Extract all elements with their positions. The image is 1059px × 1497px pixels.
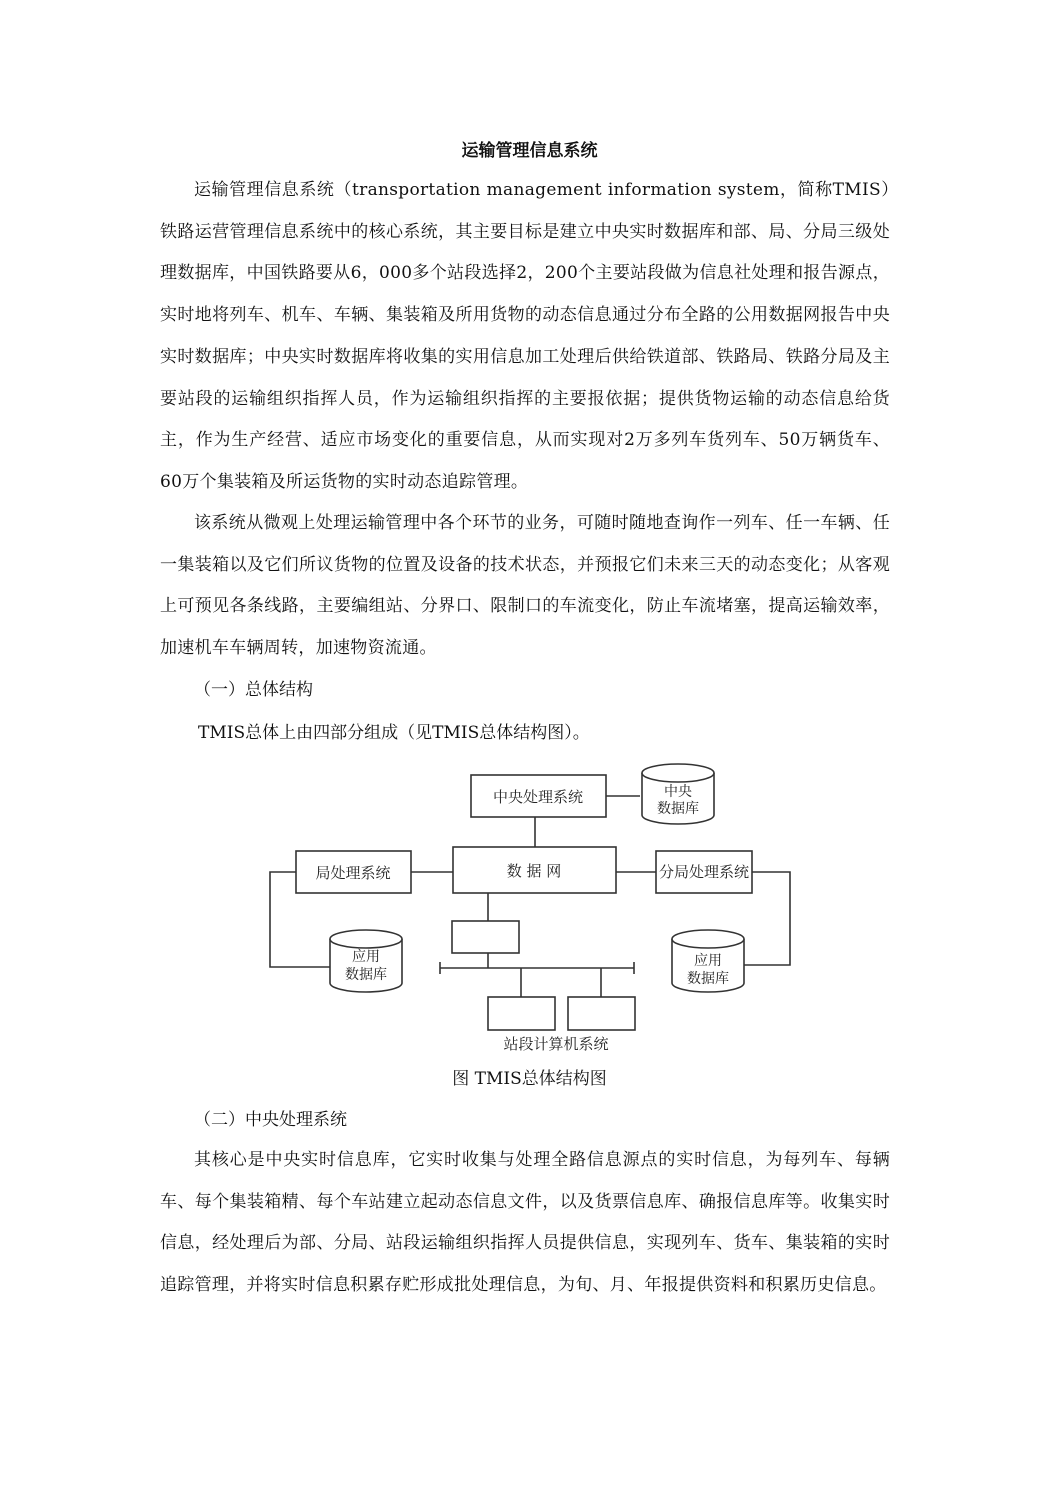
page-title: 运输管理信息系统	[461, 141, 598, 161]
section-heading-central-system: （二）中央处理系统	[194, 1110, 347, 1130]
paragraph-intro: 运输管理信息系统（transportation management information system，简称TMIS）铁路运营管理信息系统中的核心系统，其主要目标是建立中央实时数据库和部、局、分局三级处理数据库，中国铁路要从6，000多个站段选择2，200个主要站段做为信息社处理和报告源点，实时地将列车、机车、车辆、集装箱及所用货物的动态信息通过分布全路的公用数据网报告中央实时数据库；中央实时数据库将收集的实用信息加工处理后供给铁道部、铁路局、铁路分局及主要站段的运输组织指挥人员，作为运输组织指挥的主要报依据；提供货物运输的动态信息给货主，作为生产经营、适应市场变化的重要信息，从而实现对2万多列车货列车、50万辆货车、60万个集装箱及所运货物的实时动态追踪管理。	[160, 180, 890, 492]
bureau-system-label: 局处理系统	[315, 864, 391, 882]
app-db-left-label-2: 数据库	[345, 967, 387, 983]
app-db-left-label-1: 应用	[352, 949, 380, 965]
section-heading-overall-structure: （一）总体结构	[194, 680, 313, 700]
paragraph-features: 该系统从微观上处理运输管理中各个环节的业务，可随时随地查询作一列车、任一车辆、任一集装箱以及它们所议货物的位置及设备的技术状态，并预报它们未来三天的动态变化；从客观上可预见各条线路，主要编组站、分界口、限制口的车流变化，防止车流堵塞，提高运输效率，加速机车车辆周转，加速物资流通。	[160, 513, 890, 659]
central-system-label: 中央处理系统	[492, 788, 584, 806]
tmis-structure-diagram	[262, 755, 802, 1060]
section-text-overall-structure: TMIS总体上由四部分组成（见TMIS总体结构图）。	[198, 723, 590, 743]
data-network-label: 数 据 网	[506, 862, 562, 880]
figure-caption: 图 TMIS总体结构图	[452, 1069, 607, 1089]
subbureau-system-label: 分局处理系统	[658, 863, 750, 881]
app-db-right-label-2: 数据库	[687, 971, 729, 987]
station-system-label: 站段计算机系统	[503, 1035, 609, 1053]
central-db-label-1: 中央	[664, 784, 692, 800]
central-db-label-2: 数据库	[657, 801, 699, 817]
paragraph-central-system: 其核心是中央实时信息库，它实时收集与处理全路信息源点的实时信息，为每列车、每辆车、每个集装箱精、每个车站建立起动态信息文件，以及货票信息库、确报信息库等。收集实时信息，经处理后为部、分局、站段运输组织指挥人员提供信息，实现列车、货车、集装箱的实时追踪管理，并将实时信息积累存贮形成批处理信息，为旬、月、年报提供资料和积累历史信息。	[160, 1150, 890, 1296]
app-db-right-label-1: 应用	[694, 953, 722, 969]
